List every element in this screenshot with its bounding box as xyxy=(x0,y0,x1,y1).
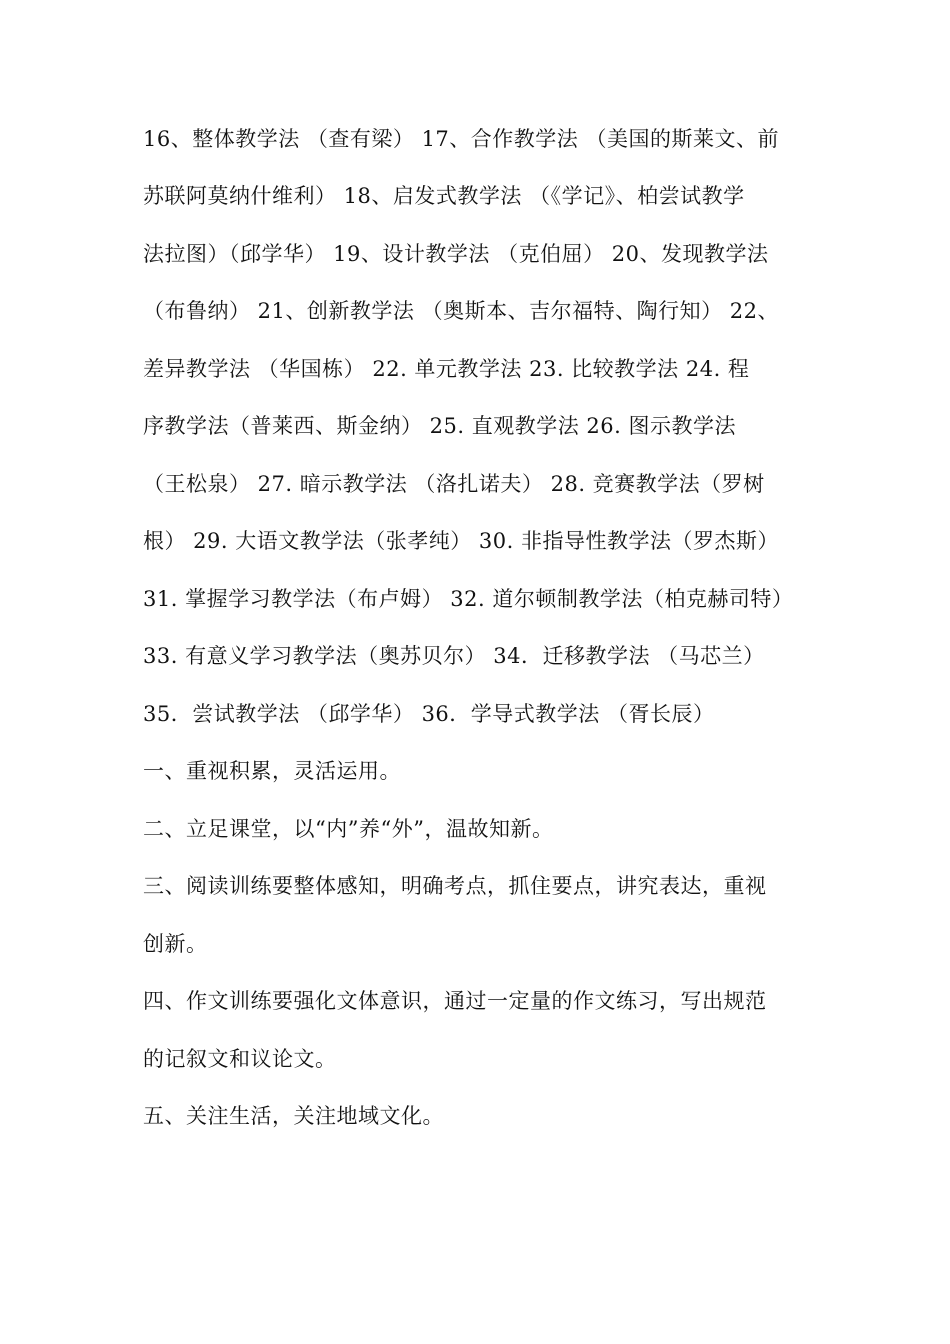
text-line: 差异教学法 （华国栋） 22. 单元教学法 23. 比较教学法 24. 程 xyxy=(143,357,750,381)
text-line: 根） 29. 大语文教学法（张孝纯） 30. 非指导性教学法（罗杰斯） xyxy=(143,529,779,553)
text-line: 31. 掌握学习教学法（布卢姆） 32. 道尔顿制教学法（柏克赫司特） xyxy=(143,587,794,611)
text-line: 33. 有意义学习教学法（奥苏贝尔） 34．迁移教学法 （马芯兰） xyxy=(143,644,765,668)
text-line: 四、作文训练要强化文体意识，通过一定量的作文练习，写出规范 xyxy=(143,989,767,1013)
text-line: 16、整体教学法 （查有梁） 17、合作教学法 （美国的斯莱文、前 xyxy=(143,127,779,151)
text-line: 三、阅读训练要整体感知，明确考点，抓住要点，讲究表达，重视 xyxy=(143,874,767,898)
text-line: （布鲁纳） 21、创新教学法 （奥斯本、吉尔福特、陶行知） 22、 xyxy=(143,299,779,323)
text-line: 序教学法（普莱西、斯金纳） 25. 直观教学法 26. 图示教学法 xyxy=(143,414,736,438)
text-line: 五、关注生活，关注地域文化。 xyxy=(143,1104,444,1128)
text-line: 创新。 xyxy=(143,932,208,956)
text-line: 一、重视积累，灵活运用。 xyxy=(143,759,401,783)
text-line: 的记叙文和议论文。 xyxy=(143,1047,337,1071)
text-line: 法拉图）（邱学华） 19、设计教学法 （克伯屈） 20、发现教学法 xyxy=(143,242,769,266)
text-line: 35．尝试教学法 （邱学华） 36．学导式教学法 （胥长辰） xyxy=(143,702,715,726)
text-line: 苏联阿莫纳什维利） 18、启发式教学法 （《学记》、柏尝试教学 xyxy=(143,184,745,208)
text-line: 二、立足课堂，以“内”养“外”，温故知新。 xyxy=(143,817,554,841)
text-line: （王松泉） 27. 暗示教学法 （洛扎诺夫） 28. 竞赛教学法（罗树 xyxy=(143,472,765,496)
